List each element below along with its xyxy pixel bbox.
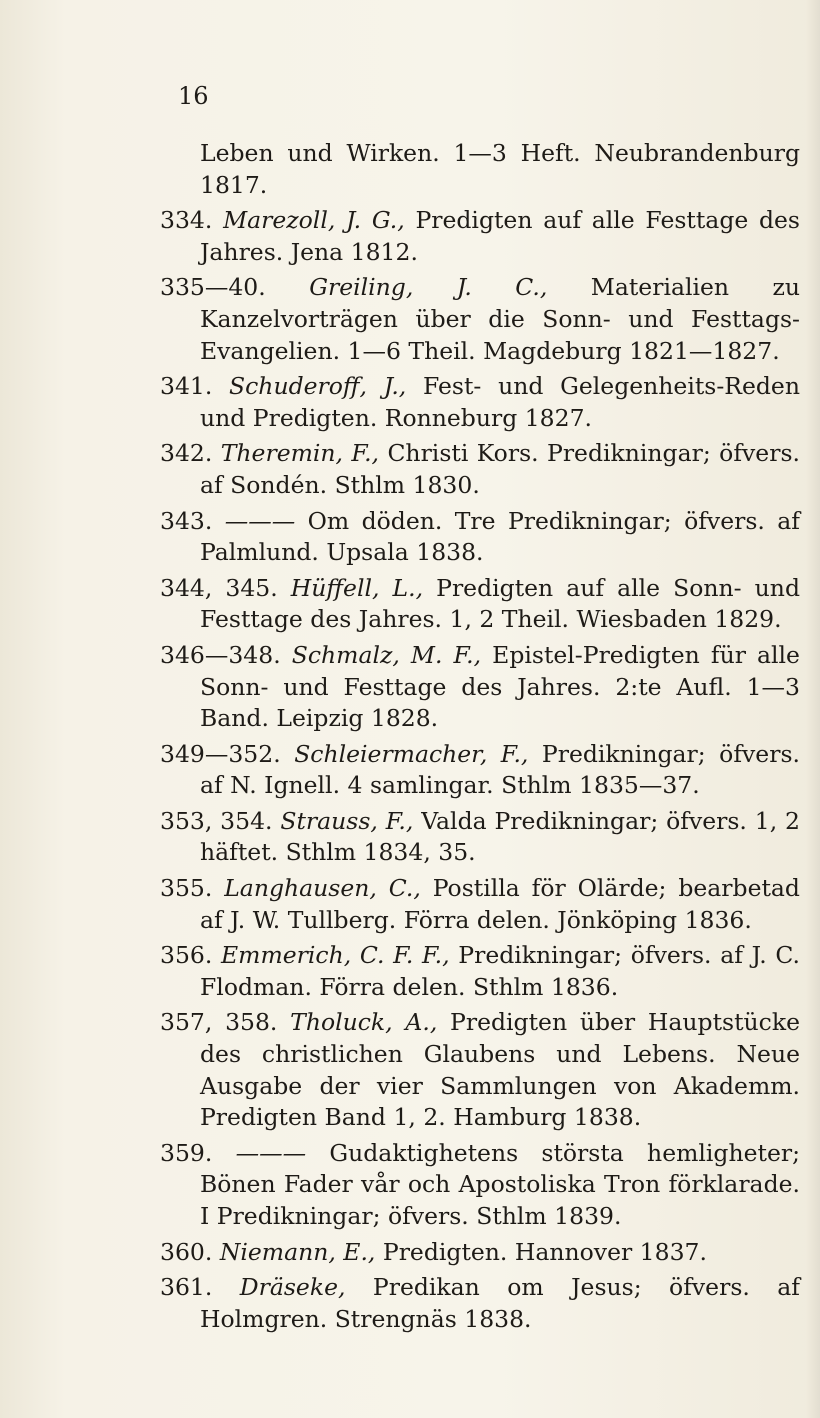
- catalog-entry: [160, 940, 800, 1003]
- entry-author: Dräseke,: [239, 1273, 346, 1302]
- entry-number: 346—348.: [160, 640, 281, 669]
- entry-text: Predigten. Hannover 1837.: [382, 1237, 707, 1266]
- page-number: 16: [178, 82, 209, 110]
- entry-text: Fest- und Gelegenheits-Reden und Predigten. Ronneburg 1827.: [200, 372, 800, 432]
- catalog-entry: [160, 1138, 800, 1233]
- catalog-entry: [160, 438, 800, 501]
- catalog-entry: [160, 873, 800, 936]
- catalog-entry: [160, 506, 800, 569]
- catalog-entry: [160, 1237, 800, 1269]
- entry-author: Schmalz, M. F.,: [291, 640, 482, 669]
- entry-number: 361.: [160, 1273, 213, 1302]
- page-edge-shadow: [806, 0, 820, 1418]
- entry-number: 344, 345.: [160, 573, 278, 602]
- entry-author-ditto: ———: [235, 1138, 307, 1167]
- catalog-entry: [160, 640, 800, 735]
- entry-number: 353, 354.: [160, 806, 273, 835]
- entry-author: Langhausen, C.,: [224, 874, 421, 903]
- entry-text: Postilla för Olärde; bearbetad af J. W. Tullberg. Förra delen. Jönköping 1836.: [200, 874, 800, 934]
- catalog-entry: [160, 739, 800, 802]
- entry-number: 334.: [160, 206, 213, 235]
- entry-text: Gudaktighetens största hemligheter; Bönen Fader vår och Apostoliska Tron förklarade. I Predikningar; öfvers. Sthlm 1839.: [200, 1138, 800, 1230]
- catalog-entry: [160, 1007, 800, 1133]
- entry-number: 360.: [160, 1237, 213, 1266]
- entry-author: Tholuck, A.,: [290, 1008, 438, 1037]
- entry-author-ditto: ———: [224, 506, 296, 535]
- catalog-entry: [160, 371, 800, 434]
- entry-text: Epistel-Predigten für alle Sonn- und Festtage des Jahres. 2:te Aufl. 1—3 Band. Leipzig 1828.: [200, 640, 800, 733]
- entry-number: 355.: [160, 874, 213, 903]
- catalog-entries: [160, 138, 800, 1339]
- entry-author: Hüffell, L.,: [290, 573, 424, 602]
- entry-number: 349—352.: [160, 739, 281, 768]
- entry-number: 341.: [160, 372, 213, 401]
- entry-author: Emmerich, C. F. F.,: [221, 941, 450, 970]
- entry-text: Christi Kors. Predikningar; öfvers. af Sondén. Sthlm 1830.: [200, 439, 800, 499]
- catalog-entry: [160, 573, 800, 636]
- entry-number: 357, 358.: [160, 1008, 278, 1037]
- entry-number: 335—40.: [160, 273, 266, 302]
- entry-text: Predigten auf alle Festtage des Jahres. Jena 1812.: [200, 206, 800, 266]
- catalog-entry: [160, 272, 800, 367]
- catalog-entry: [160, 1272, 800, 1335]
- entry-author: Strauss, F.,: [280, 806, 414, 835]
- entry-text: Om döden. Tre Predikningar; öfvers. af Palmlund. Upsala 1838.: [200, 506, 800, 567]
- entry-number: 359.: [160, 1138, 213, 1167]
- entry-number: 342.: [160, 439, 213, 468]
- entry-text: Valda Predikningar; öfvers. 1, 2 häftet. Sthlm 1834, 35.: [200, 806, 800, 867]
- entry-author: Schleiermacher, F.,: [294, 739, 529, 768]
- entry-author: Marezoll, J. G.,: [223, 206, 405, 235]
- entry-text: Leben und Wirken. 1—3 Heft. Neubrandenburg 1817.: [200, 139, 800, 199]
- entry-text: Predikningar; öfvers. af N. Ignell. 4 samlingar. Sthlm 1835—37.: [200, 739, 800, 800]
- catalog-entry-continuation: [160, 138, 800, 201]
- entry-text: Predigten auf alle Sonn- und Festtage des Jahres. 1, 2 Theil. Wiesbaden 1829.: [200, 573, 800, 634]
- entry-text: Predigten über Hauptstücke des christlichen Glaubens und Lebens. Neue Ausgabe der vier Sammlungen von Akademm. Predigten Band 1, 2. Hamburg 1838.: [200, 1008, 800, 1132]
- entry-number: 343.: [160, 506, 213, 535]
- entry-text: Predikan om Jesus; öfvers. af Holmgren. Strengnäs 1838.: [200, 1273, 800, 1333]
- catalog-entry: [160, 806, 800, 869]
- entry-author: Greiling, J. C.,: [309, 273, 548, 302]
- entry-author: Schuderoff, J.,: [229, 372, 407, 401]
- entry-author: Theremin, F.,: [220, 439, 380, 468]
- entry-author: Niemann, E.,: [219, 1237, 376, 1266]
- entry-number: 356.: [160, 941, 213, 970]
- catalog-entry: [160, 205, 800, 268]
- entry-text: Materialien zu Kanzelvorträgen über die Sonn- und Festtags-Evangelien. 1—6 Theil. Magdeburg 1821—1827.: [200, 273, 800, 365]
- entry-text: Predikningar; öfvers. af J. C. Flodman. Förra delen. Sthlm 1836.: [200, 941, 800, 1001]
